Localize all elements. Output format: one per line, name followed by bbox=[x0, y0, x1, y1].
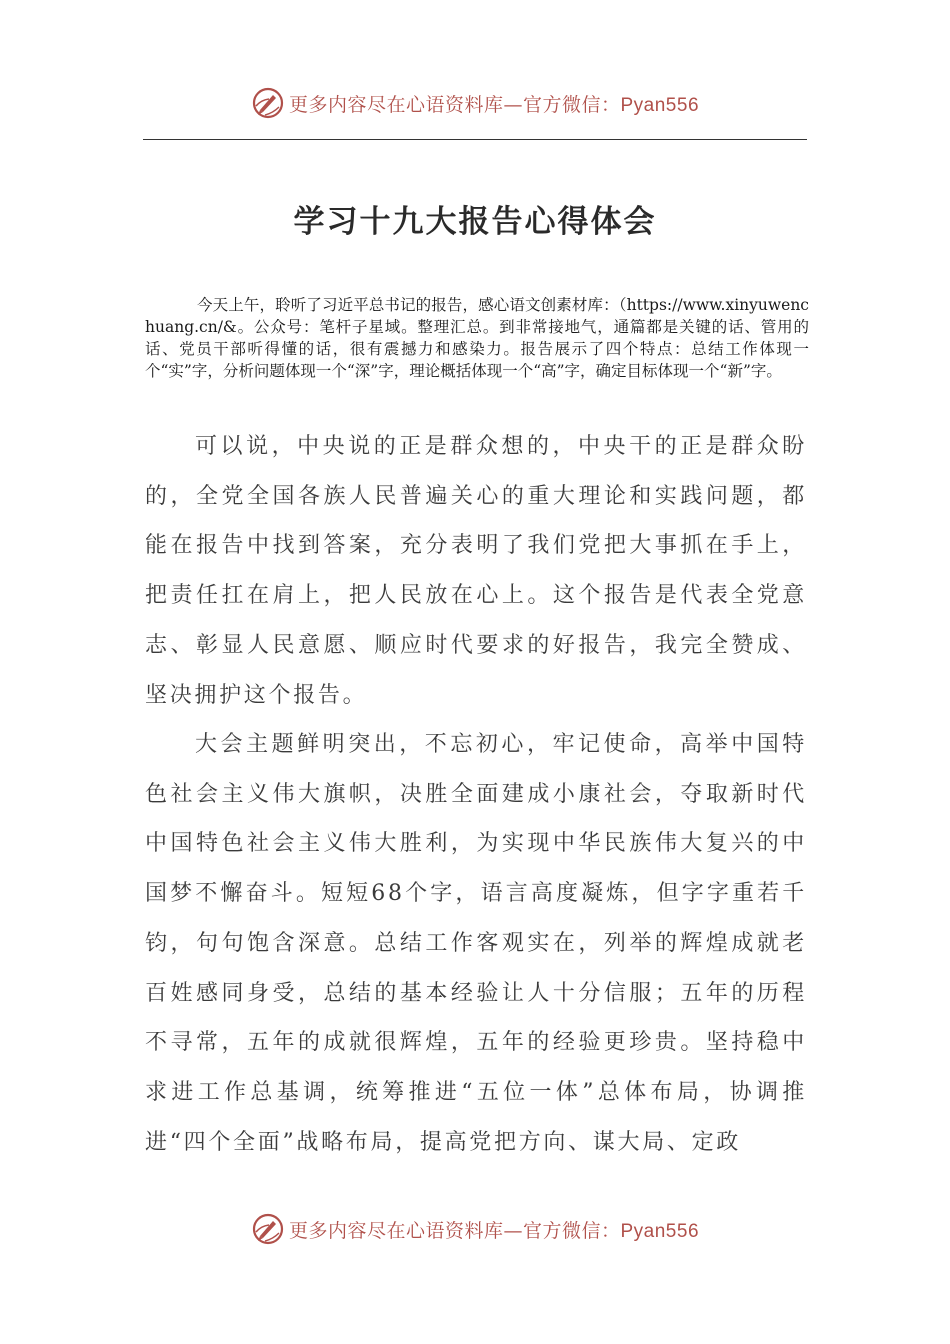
body-paragraph-1: 可以说，中央说的正是群众想的，中央干的正是群众盼的，全党全国各族人民普遍关心的重大理论和实践问题，都能在报告中找到答案，充分表明了我们党把大事抓在手上，把责任扛在肩上，把人民放在心上。这个报告是代表全党意志、彰显人民意愿、顺应时代要求的好报告，我完全赞成、坚决拥护这个报告。 bbox=[145, 434, 807, 708]
footer-banner-text: 更多内容尽在心语资料库—官方微信：Pyan556 bbox=[288, 1219, 700, 1242]
body-paragraph-2: 大会主题鲜明突出，不忘初心，牢记使命，高举中国特色社会主义伟大旗帜，决胜全面建成小康社会，夺取新时代中国特色社会主义伟大胜利，为实现中华民族伟大复兴的中国梦不懈奋斗。短短68个字，语言高度凝炼，但字字重若千钧，句句饱含深意。总结工作客观实在，列举的辉煌成就老百姓感同身受，总结的基本经验让人十分信服；五年的历程不寻常，五年的成就很辉煌，五年的经验更珍贵。坚持稳中求进工作总基调，统筹推进“五位一体”总体布局，协调推进“四个全面”战略布局，提高党把方向、谋大局、定政 bbox=[145, 732, 807, 1155]
footer-banner bbox=[0, 1212, 950, 1246]
header-banner bbox=[0, 86, 950, 120]
intro-paragraph: 今天上午，聆听了习近平总书记的报告，感心语文创素材库：（https://www.xinyuwenchuang.cn/&。公众号：笔杆子星域。整理汇总。到非常接地气，通篇都是关键的话、管用的话、党员干部听得懂的话，很有震撼力和感染力。报告展示了四个特点：总结工作体现一个“实”字，分析问题体现一个“深”字，理论概括体现一个“高”字，确定目标体现一个“新”字。 bbox=[145, 296, 809, 380]
pen-logo-icon bbox=[251, 1212, 285, 1246]
header-banner-text: 更多内容尽在心语资料库—官方微信：Pyan556 bbox=[288, 93, 700, 116]
header-wechat-id: Pyan556 bbox=[620, 94, 700, 116]
pen-logo-icon bbox=[251, 86, 285, 120]
document-title: 学习十九大报告心得体会 bbox=[293, 204, 657, 240]
footer-wechat-id: Pyan556 bbox=[620, 1220, 700, 1242]
header-divider bbox=[143, 139, 807, 140]
